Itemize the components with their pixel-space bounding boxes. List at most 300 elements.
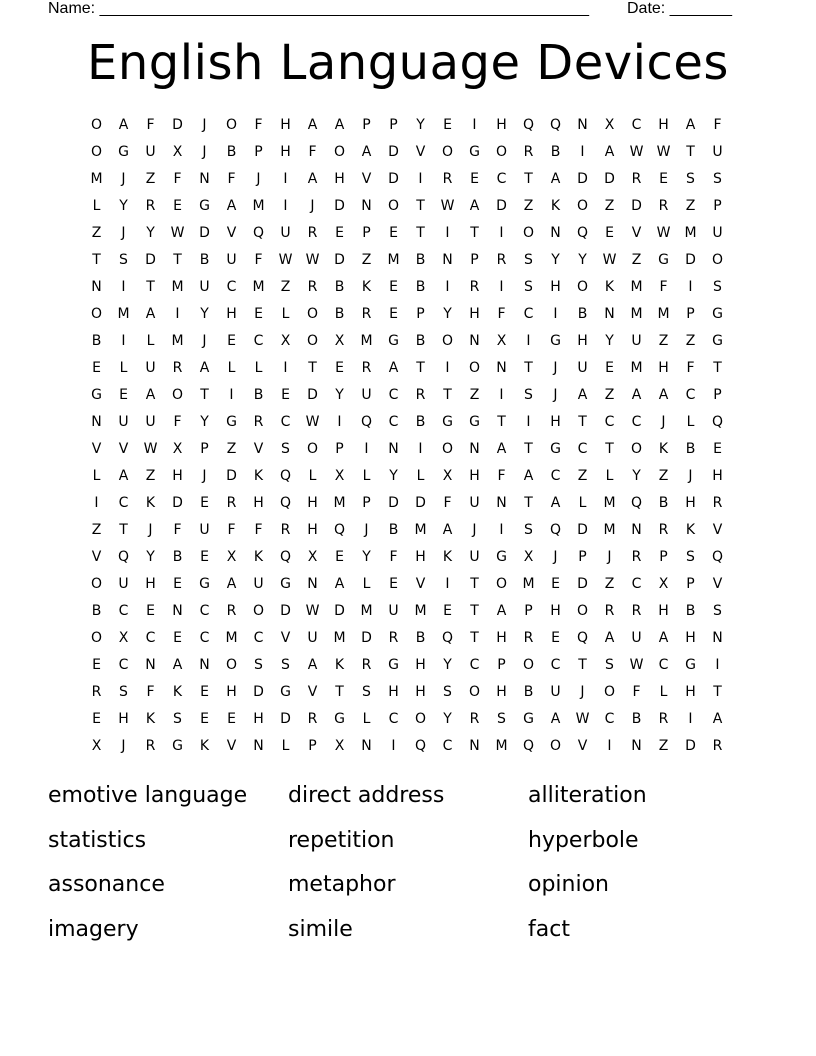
grid-letter: L <box>416 467 425 484</box>
grid-letter: F <box>443 494 452 511</box>
grid-letter: X <box>442 467 453 484</box>
grid-letter: R <box>631 170 642 187</box>
grid-letter: Z <box>91 521 102 538</box>
grid-letter: U <box>118 413 129 430</box>
grid-letter: T <box>524 494 533 511</box>
grid-letter: H <box>226 305 237 322</box>
grid-letter: G <box>118 143 129 160</box>
grid-letter: U <box>307 629 318 646</box>
grid-letter: E <box>659 170 668 187</box>
grid-letter: R <box>631 602 642 619</box>
grid-letter: U <box>712 143 723 160</box>
grid-letter: S <box>713 278 722 295</box>
grid-letter: S <box>713 170 722 187</box>
grid-letter: Y <box>605 332 614 349</box>
grid-letter: C <box>199 602 210 619</box>
grid-letter: I <box>94 494 99 511</box>
date-field-label: Date: _______ <box>627 0 732 17</box>
grid-letter: T <box>470 224 479 241</box>
grid-letter: S <box>605 656 614 673</box>
grid-letter: H <box>658 359 669 376</box>
grid-letter: R <box>361 305 372 322</box>
grid-letter: Q <box>549 116 562 133</box>
grid-letter: B <box>415 251 426 268</box>
grid-letter: R <box>496 251 507 268</box>
grid-letter: Z <box>604 386 615 403</box>
grid-letter: C <box>550 467 561 484</box>
grid-letter: B <box>172 548 183 565</box>
grid-letter: N <box>604 305 615 322</box>
grid-letter: F <box>659 278 668 295</box>
grid-letter: G <box>685 656 696 673</box>
word-list-item: statistics <box>48 827 147 853</box>
grid-letter: D <box>226 467 237 484</box>
grid-letter: B <box>577 305 588 322</box>
grid-letter: O <box>225 656 238 673</box>
grid-letter: Z <box>469 386 480 403</box>
grid-letter: F <box>254 251 263 268</box>
grid-letter: C <box>388 386 399 403</box>
grid-letter: F <box>308 143 317 160</box>
grid-letter: G <box>199 197 210 214</box>
grid-letter: V <box>91 440 102 457</box>
grid-letter: F <box>632 683 641 700</box>
grid-letter: B <box>550 143 561 160</box>
grid-letter: X <box>172 440 183 457</box>
grid-letter: I <box>526 413 531 430</box>
grid-letter: Z <box>226 440 237 457</box>
grid-letter: U <box>469 548 480 565</box>
grid-letter: I <box>472 116 477 133</box>
grid-letter: J <box>310 197 315 214</box>
grid-letter: R <box>631 548 642 565</box>
grid-letter: I <box>418 170 423 187</box>
grid-letter: Z <box>523 197 534 214</box>
grid-letter: O <box>630 440 643 457</box>
grid-letter: L <box>605 467 614 484</box>
grid-letter: B <box>631 710 642 727</box>
grid-letter: E <box>443 602 452 619</box>
grid-letter: T <box>578 413 587 430</box>
grid-letter: Z <box>658 332 669 349</box>
grid-letter: C <box>199 629 210 646</box>
grid-letter: U <box>631 629 642 646</box>
grid-letter: H <box>253 494 264 511</box>
grid-letter: F <box>146 116 155 133</box>
grid-letter: W <box>629 656 644 673</box>
grid-letter: X <box>334 737 345 754</box>
grid-letter: L <box>362 710 371 727</box>
grid-letter: E <box>173 197 182 214</box>
grid-letter: C <box>280 413 291 430</box>
grid-letter: E <box>227 332 236 349</box>
grid-letter: N <box>199 656 210 673</box>
grid-letter: I <box>283 197 288 214</box>
grid-letter: P <box>470 251 479 268</box>
grid-letter: X <box>604 116 615 133</box>
grid-letter: V <box>415 143 426 160</box>
grid-letter: Z <box>685 332 696 349</box>
grid-letter: N <box>145 656 156 673</box>
grid-letter: D <box>172 494 183 511</box>
page-title: English Language Devices <box>87 35 729 91</box>
grid-letter: S <box>686 548 695 565</box>
grid-letter: P <box>497 656 506 673</box>
grid-letter: N <box>469 440 480 457</box>
grid-letter: C <box>604 413 615 430</box>
grid-letter: F <box>389 548 398 565</box>
grid-letter: O <box>171 386 184 403</box>
grid-letter: O <box>90 629 103 646</box>
grid-letter: E <box>335 359 344 376</box>
grid-letter: Y <box>632 467 641 484</box>
grid-letter: T <box>713 359 722 376</box>
grid-letter: Z <box>280 278 291 295</box>
name-field-label: Name: _______________________________________________________ <box>48 0 589 17</box>
grid-letter: A <box>550 494 561 511</box>
grid-letter: Q <box>414 737 427 754</box>
grid-letter: Z <box>577 467 588 484</box>
grid-letter: T <box>470 575 479 592</box>
grid-letter: D <box>172 116 183 133</box>
grid-letter: H <box>415 683 426 700</box>
grid-letter: H <box>415 548 426 565</box>
grid-letter: G <box>442 413 453 430</box>
grid-letter: U <box>253 575 264 592</box>
grid-letter: A <box>118 116 129 133</box>
grid-letter: O <box>90 575 103 592</box>
grid-letter: O <box>333 143 346 160</box>
grid-letter: D <box>253 683 264 700</box>
grid-letter: E <box>200 710 209 727</box>
grid-letter: H <box>658 602 669 619</box>
grid-letter: N <box>307 575 318 592</box>
grid-letter: M <box>414 521 427 538</box>
grid-letter: L <box>146 332 155 349</box>
word-list-item: emotive language <box>48 783 248 808</box>
grid-letter: G <box>226 413 237 430</box>
grid-letter: M <box>225 629 238 646</box>
grid-letter: J <box>661 413 666 430</box>
grid-letter: G <box>388 656 399 673</box>
grid-letter: M <box>414 602 427 619</box>
grid-letter: C <box>388 710 399 727</box>
grid-letter: H <box>685 494 696 511</box>
grid-letter: N <box>91 278 102 295</box>
grid-letter: Q <box>711 548 724 565</box>
grid-letter: A <box>118 467 129 484</box>
grid-letter: N <box>172 602 183 619</box>
grid-letter: W <box>656 224 671 241</box>
grid-letter: Y <box>335 386 344 403</box>
grid-letter: J <box>121 224 126 241</box>
grid-letter: N <box>577 116 588 133</box>
grid-letter: U <box>199 521 210 538</box>
grid-letter: I <box>445 224 450 241</box>
grid-letter: Q <box>522 737 535 754</box>
grid-letter: S <box>497 710 506 727</box>
grid-letter: G <box>172 737 183 754</box>
grid-letter: Z <box>91 224 102 241</box>
grid-letter: I <box>175 305 180 322</box>
grid-letter: K <box>334 656 345 673</box>
grid-letter: R <box>658 710 669 727</box>
grid-letter: Q <box>360 413 373 430</box>
grid-letter: Q <box>549 521 562 538</box>
grid-letter: T <box>92 251 101 268</box>
grid-letter: I <box>499 386 504 403</box>
grid-letter: Z <box>145 170 156 187</box>
word-list-item: alliteration <box>528 783 647 808</box>
grid-letter: I <box>283 170 288 187</box>
grid-letter: A <box>307 116 318 133</box>
grid-letter: X <box>118 629 129 646</box>
grid-letter: Q <box>630 494 643 511</box>
grid-letter: S <box>443 683 452 700</box>
grid-letter: X <box>523 548 534 565</box>
grid-letter: M <box>603 521 616 538</box>
grid-letter: Q <box>279 467 292 484</box>
grid-letter: V <box>118 440 129 457</box>
grid-letter: S <box>281 440 290 457</box>
grid-letter: O <box>576 602 589 619</box>
grid-letter: E <box>551 575 560 592</box>
grid-letter: R <box>469 278 480 295</box>
grid-letter: N <box>496 494 507 511</box>
grid-letter: F <box>227 521 236 538</box>
grid-letter: I <box>580 143 585 160</box>
grid-letter: L <box>362 467 371 484</box>
grid-letter: G <box>469 413 480 430</box>
grid-letter: S <box>119 251 128 268</box>
letter-grid <box>83 111 731 759</box>
grid-letter: M <box>171 332 184 349</box>
grid-letter: A <box>631 386 642 403</box>
grid-letter: I <box>445 575 450 592</box>
grid-letter: S <box>173 710 182 727</box>
grid-letter: R <box>145 197 156 214</box>
grid-letter: Y <box>200 305 209 322</box>
grid-letter: V <box>226 224 237 241</box>
grid-letter: H <box>712 467 723 484</box>
grid-letter: G <box>550 332 561 349</box>
grid-letter: J <box>148 521 153 538</box>
grid-letter: A <box>685 116 696 133</box>
grid-letter: G <box>91 386 102 403</box>
grid-letter: J <box>202 332 207 349</box>
grid-letter: B <box>91 602 102 619</box>
grid-letter: J <box>256 170 261 187</box>
grid-letter: J <box>580 683 585 700</box>
grid-letter: O <box>495 575 508 592</box>
grid-letter: V <box>253 440 264 457</box>
grid-letter: O <box>90 143 103 160</box>
grid-letter: U <box>361 386 372 403</box>
grid-letter: J <box>364 521 369 538</box>
grid-letter: A <box>388 359 399 376</box>
grid-letter: D <box>334 197 345 214</box>
grid-letter: J <box>472 521 477 538</box>
grid-letter: U <box>118 575 129 592</box>
grid-letter: A <box>658 629 669 646</box>
grid-letter: T <box>443 386 452 403</box>
grid-letter: O <box>387 197 400 214</box>
grid-letter: H <box>307 494 318 511</box>
grid-letter: Y <box>416 116 425 133</box>
header-bar <box>48 0 748 20</box>
grid-letter: K <box>199 737 210 754</box>
grid-letter: D <box>361 629 372 646</box>
grid-letter: D <box>577 170 588 187</box>
grid-letter: T <box>416 359 425 376</box>
grid-letter: J <box>121 170 126 187</box>
grid-letter: Y <box>443 305 452 322</box>
grid-letter: Y <box>443 710 452 727</box>
grid-letter: S <box>281 656 290 673</box>
grid-letter: O <box>414 710 427 727</box>
grid-letter: B <box>199 251 210 268</box>
grid-letter: E <box>92 710 101 727</box>
grid-letter: X <box>226 548 237 565</box>
grid-letter: Y <box>200 413 209 430</box>
grid-letter: H <box>415 656 426 673</box>
grid-letter: Y <box>389 467 398 484</box>
grid-letter: D <box>199 224 210 241</box>
grid-letter: E <box>713 440 722 457</box>
grid-letter: B <box>334 278 345 295</box>
grid-letter: B <box>253 386 264 403</box>
grid-letter: F <box>146 683 155 700</box>
grid-letter: K <box>685 521 696 538</box>
grid-letter: A <box>496 602 507 619</box>
grid-letter: A <box>442 521 453 538</box>
grid-letter: X <box>307 548 318 565</box>
grid-letter: U <box>712 224 723 241</box>
grid-letter: J <box>202 143 207 160</box>
grid-letter: Q <box>522 116 535 133</box>
grid-letter: O <box>225 116 238 133</box>
grid-letter: M <box>684 224 697 241</box>
grid-letter: B <box>415 332 426 349</box>
grid-letter: R <box>361 656 372 673</box>
grid-letter: I <box>337 413 342 430</box>
grid-letter: A <box>604 629 615 646</box>
grid-letter: H <box>253 710 264 727</box>
grid-letter: A <box>145 305 156 322</box>
grid-letter: W <box>575 710 590 727</box>
grid-letter: O <box>441 332 454 349</box>
grid-letter: C <box>226 278 237 295</box>
grid-letter: H <box>577 332 588 349</box>
grid-letter: D <box>334 251 345 268</box>
grid-letter: C <box>118 656 129 673</box>
grid-letter: E <box>605 359 614 376</box>
grid-letter: E <box>443 116 452 133</box>
grid-letter: L <box>281 305 290 322</box>
grid-letter: M <box>171 278 184 295</box>
grid-letter: Y <box>551 251 560 268</box>
grid-letter: P <box>416 305 425 322</box>
grid-letter: E <box>173 629 182 646</box>
grid-letter: K <box>442 548 453 565</box>
grid-letter: K <box>253 467 264 484</box>
grid-letter: E <box>200 683 209 700</box>
grid-letter: D <box>334 602 345 619</box>
grid-letter: C <box>442 737 453 754</box>
grid-letter: I <box>715 656 720 673</box>
grid-letter: G <box>334 710 345 727</box>
grid-letter: B <box>91 332 102 349</box>
grid-letter: W <box>305 413 320 430</box>
grid-letter: T <box>524 440 533 457</box>
grid-letter: A <box>199 359 210 376</box>
grid-letter: E <box>281 386 290 403</box>
grid-letter: B <box>415 629 426 646</box>
word-list-item: repetition <box>288 827 395 853</box>
grid-letter: R <box>442 170 453 187</box>
grid-letter: I <box>526 332 531 349</box>
grid-letter: V <box>226 737 237 754</box>
grid-letter: E <box>254 305 263 322</box>
grid-letter: P <box>713 197 722 214</box>
grid-letter: F <box>497 305 506 322</box>
word-list <box>48 774 768 952</box>
grid-letter: M <box>333 629 346 646</box>
grid-letter: H <box>658 116 669 133</box>
grid-letter: V <box>712 575 723 592</box>
grid-letter: M <box>90 170 103 187</box>
grid-letter: Q <box>576 224 589 241</box>
grid-letter: T <box>173 251 182 268</box>
grid-letter: D <box>307 386 318 403</box>
grid-letter: R <box>415 386 426 403</box>
grid-letter: L <box>92 197 101 214</box>
grid-letter: T <box>470 602 479 619</box>
grid-letter: M <box>360 602 373 619</box>
grid-letter: N <box>361 197 372 214</box>
grid-letter: R <box>253 413 264 430</box>
grid-letter: P <box>713 386 722 403</box>
grid-letter: X <box>172 143 183 160</box>
grid-letter: Y <box>146 548 155 565</box>
grid-letter: I <box>688 710 693 727</box>
grid-letter: D <box>631 197 642 214</box>
grid-letter: V <box>415 575 426 592</box>
grid-letter: B <box>685 440 696 457</box>
grid-letter: Q <box>117 548 130 565</box>
grid-letter: V <box>361 170 372 187</box>
grid-letter: V <box>91 548 102 565</box>
grid-letter: S <box>524 386 533 403</box>
grid-letter: Q <box>576 629 589 646</box>
grid-letter: V <box>577 737 588 754</box>
grid-letter: D <box>388 143 399 160</box>
grid-letter: G <box>523 710 534 727</box>
grid-letter: N <box>469 332 480 349</box>
grid-letter: Y <box>443 656 452 673</box>
grid-letter: P <box>362 116 371 133</box>
grid-letter: U <box>280 224 291 241</box>
grid-letter: J <box>202 116 207 133</box>
grid-letter: O <box>468 683 481 700</box>
grid-letter: O <box>522 656 535 673</box>
grid-letter: H <box>496 629 507 646</box>
grid-letter: X <box>334 467 345 484</box>
grid-letter: C <box>388 413 399 430</box>
grid-letter: Z <box>685 197 696 214</box>
grid-letter: J <box>553 386 558 403</box>
grid-letter: M <box>360 332 373 349</box>
